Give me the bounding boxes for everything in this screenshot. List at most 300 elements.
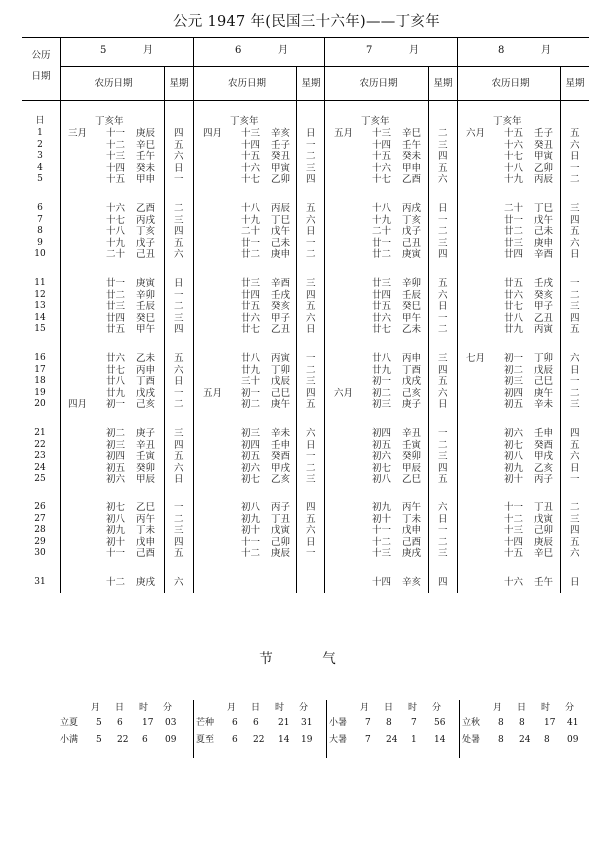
lunar-day: 十六 xyxy=(372,162,392,174)
lunar-day: 初四 xyxy=(106,451,126,462)
ganzhi: 辛亥 xyxy=(271,128,291,139)
lunar-day: 廿四 xyxy=(106,312,126,324)
day-number: 14 xyxy=(34,312,46,323)
lunar-day: 十八 xyxy=(241,203,261,214)
lunar-day: 初七 xyxy=(241,474,261,485)
weekday: 五 xyxy=(174,451,184,462)
grid-line xyxy=(22,37,589,38)
lunar-day: 初五 xyxy=(241,451,261,462)
ganzhi: 戊辰 xyxy=(271,376,291,387)
day-number: 16 xyxy=(34,353,46,363)
jieqi-value: 7 xyxy=(411,718,417,728)
weekday: 二 xyxy=(306,249,316,260)
ganzhi: 甲寅 xyxy=(271,162,291,174)
lunar-day: 廿二 xyxy=(241,249,261,260)
weekday: 一 xyxy=(570,162,580,174)
ganzhi: 癸亥 xyxy=(534,289,554,301)
lunar-day: 初五 xyxy=(106,462,126,474)
jieqi-name: 立秋 xyxy=(462,718,481,728)
jieqi-value: 19 xyxy=(301,735,313,745)
weekday: 日 xyxy=(306,439,316,451)
weekday: 四 xyxy=(174,128,184,139)
weekday: 日 xyxy=(174,278,184,289)
header-month-suffix: 月 xyxy=(143,45,153,56)
lunar-day: 廿五 xyxy=(372,301,392,312)
jieqi-value: 8 xyxy=(498,718,504,728)
ganzhi: 庚申 xyxy=(534,237,554,249)
jieqi-value: 24 xyxy=(519,735,531,745)
header-lunar-label: 农历日期 xyxy=(94,78,133,89)
jieqi-value: 14 xyxy=(278,735,290,745)
ganzhi: 庚子 xyxy=(136,428,156,439)
jieqi-value: 6 xyxy=(232,735,238,745)
weekday: 六 xyxy=(570,237,580,249)
weekday: 日 xyxy=(174,162,184,174)
lunar-day: 二十 xyxy=(106,249,126,260)
jieqi-header-cell: 日 xyxy=(115,703,125,713)
weekday: 五 xyxy=(174,548,184,559)
lunar-day: 十一 xyxy=(106,128,126,139)
lunar-day: 三十 xyxy=(241,376,261,387)
weekday: 六 xyxy=(438,502,448,513)
year-label: 丁亥年 xyxy=(493,116,522,127)
weekday: 日 xyxy=(570,249,580,260)
lunar-day: 廿二 xyxy=(372,249,392,260)
page-title: 公元 1947 年(民国三十六年)——丁亥年 xyxy=(172,14,441,30)
jieqi-value: 5 xyxy=(96,735,102,745)
jieqi-value: 21 xyxy=(278,718,290,728)
lunar-day: 二十 xyxy=(241,226,261,237)
lunar-month-marker: 六月 xyxy=(334,387,354,399)
lunar-day: 廿八 xyxy=(372,353,392,364)
lunar-day: 初一 xyxy=(372,376,392,387)
header-month-suffix: 月 xyxy=(409,45,419,56)
header-week-label: 星期 xyxy=(301,78,321,89)
ganzhi: 辛未 xyxy=(534,399,554,410)
jieqi-name: 芒种 xyxy=(196,718,215,728)
ganzhi: 戊子 xyxy=(136,237,156,249)
jieqi-value: 41 xyxy=(567,718,579,728)
weekday: 一 xyxy=(306,353,316,364)
day-number: 29 xyxy=(34,536,46,547)
weekday: 二 xyxy=(306,462,316,474)
lunar-day: 初二 xyxy=(241,399,261,410)
jieqi-value: 17 xyxy=(544,718,556,728)
weekday: 五 xyxy=(438,278,448,289)
lunar-day: 初十 xyxy=(241,525,261,536)
lunar-day: 初五 xyxy=(504,399,524,410)
lunar-day: 廿五 xyxy=(106,324,126,335)
weekday: 日 xyxy=(174,376,184,387)
jieqi-value: 17 xyxy=(142,718,154,728)
lunar-day: 十二 xyxy=(106,577,126,588)
lunar-day: 十一 xyxy=(241,536,261,548)
weekday: 三 xyxy=(438,548,448,559)
ganzhi: 辛酉 xyxy=(534,249,554,260)
lunar-day: 廿九 xyxy=(504,324,524,335)
lunar-day: 廿六 xyxy=(504,289,524,301)
weekday: 六 xyxy=(438,387,448,399)
weekday: 日 xyxy=(306,324,316,335)
year-label: 丁亥年 xyxy=(95,116,124,127)
weekday: 三 xyxy=(306,162,316,174)
lunar-day: 廿六 xyxy=(106,353,126,364)
weekday: 四 xyxy=(570,312,580,324)
weekday: 四 xyxy=(306,502,316,513)
ganzhi: 乙卯 xyxy=(271,174,291,185)
lunar-day: 初七 xyxy=(106,502,126,513)
ganzhi: 己卯 xyxy=(534,525,554,536)
lunar-day: 初八 xyxy=(372,474,392,485)
lunar-day: 廿四 xyxy=(504,249,524,260)
jieqi-header-cell: 分 xyxy=(565,703,575,713)
weekday: 五 xyxy=(570,439,580,451)
day-number: 13 xyxy=(34,301,46,311)
weekday: 五 xyxy=(570,536,580,548)
ganzhi: 乙丑 xyxy=(271,324,291,335)
ganzhi: 甲申 xyxy=(136,174,156,185)
lunar-day: 初三 xyxy=(241,428,261,439)
weekday: 一 xyxy=(438,312,448,324)
ganzhi: 壬申 xyxy=(534,428,554,439)
lunar-day: 十一 xyxy=(106,548,126,559)
ganzhi: 戊寅 xyxy=(271,525,291,536)
day-number: 6 xyxy=(37,203,43,213)
grid-line xyxy=(193,700,194,758)
weekday: 二 xyxy=(570,174,580,185)
ganzhi: 戊申 xyxy=(402,525,422,536)
weekday: 六 xyxy=(174,364,184,376)
jieqi-name: 小满 xyxy=(60,735,79,745)
lunar-month-marker: 五月 xyxy=(334,128,354,139)
day-number: 8 xyxy=(37,226,43,236)
lunar-day: 十四 xyxy=(372,577,392,588)
lunar-day: 廿九 xyxy=(372,364,392,376)
weekday: 日 xyxy=(306,226,316,237)
jieqi-header-cell: 月 xyxy=(91,703,101,713)
header-lunar-label: 农历日期 xyxy=(491,78,530,89)
weekday: 三 xyxy=(174,312,184,324)
ganzhi: 戊子 xyxy=(402,226,422,237)
ganzhi: 己巳 xyxy=(534,376,554,387)
ganzhi: 辛巳 xyxy=(402,128,422,139)
header-week-label: 星期 xyxy=(433,78,453,89)
corner-label-riqi: 日期 xyxy=(31,71,51,82)
day-number: 12 xyxy=(34,289,46,300)
jieqi-value: 6 xyxy=(253,718,259,728)
ganzhi: 戊戌 xyxy=(402,376,422,387)
jieqi-value: 09 xyxy=(567,735,579,745)
ganzhi: 壬子 xyxy=(271,139,291,151)
weekday: 四 xyxy=(174,226,184,237)
lunar-day: 廿七 xyxy=(372,324,392,335)
weekday: 一 xyxy=(306,237,316,249)
lunar-day: 十七 xyxy=(372,174,392,185)
ganzhi: 丁卯 xyxy=(271,364,291,376)
weekday: 六 xyxy=(570,451,580,462)
ganzhi: 乙未 xyxy=(136,353,156,364)
ganzhi: 戊午 xyxy=(271,226,291,237)
lunar-month-marker: 五月 xyxy=(203,387,223,399)
weekday: 一 xyxy=(306,139,316,151)
weekday: 二 xyxy=(570,502,580,513)
weekday: 二 xyxy=(438,324,448,335)
ganzhi: 甲申 xyxy=(402,162,422,174)
jieqi-header-cell: 月 xyxy=(493,703,503,713)
ganzhi: 丁未 xyxy=(136,525,156,536)
ganzhi: 庚申 xyxy=(271,249,291,260)
jieqi-header-cell: 时 xyxy=(541,703,551,713)
grid-line xyxy=(60,37,61,593)
weekday: 三 xyxy=(570,301,580,312)
ganzhi: 丙寅 xyxy=(271,353,291,364)
lunar-day: 廿八 xyxy=(241,353,261,364)
weekday: 六 xyxy=(438,289,448,301)
lunar-day: 十六 xyxy=(504,139,524,151)
weekday: 三 xyxy=(438,237,448,249)
weekday: 三 xyxy=(570,203,580,214)
ganzhi: 庚寅 xyxy=(136,278,156,289)
jieqi-header-cell: 分 xyxy=(432,703,442,713)
jieqi-header-cell: 时 xyxy=(275,703,285,713)
ganzhi: 庚辰 xyxy=(534,536,554,548)
ganzhi: 戊午 xyxy=(534,214,554,226)
lunar-day: 初二 xyxy=(504,364,524,376)
weekday: 一 xyxy=(438,214,448,226)
weekday: 五 xyxy=(570,226,580,237)
ganzhi: 癸酉 xyxy=(271,451,291,462)
lunar-day: 初六 xyxy=(241,462,261,474)
header-lunar-label: 农历日期 xyxy=(227,78,266,89)
ganzhi: 己亥 xyxy=(136,399,156,410)
jieqi-value: 31 xyxy=(301,718,313,728)
lunar-day: 十七 xyxy=(106,214,126,226)
ganzhi: 壬子 xyxy=(534,128,554,139)
weekday: 三 xyxy=(174,428,184,439)
day-number: 17 xyxy=(34,364,46,375)
ganzhi: 癸卯 xyxy=(402,451,422,462)
lunar-day: 廿四 xyxy=(372,289,392,301)
weekday: 二 xyxy=(306,151,316,162)
ganzhi: 己丑 xyxy=(402,237,422,249)
ganzhi: 癸丑 xyxy=(534,139,554,151)
ganzhi: 辛亥 xyxy=(402,577,422,588)
jieqi-header-cell: 月 xyxy=(360,703,370,713)
ganzhi: 辛丑 xyxy=(136,439,156,451)
grid-line xyxy=(428,66,429,593)
lunar-day: 初二 xyxy=(106,428,126,439)
ganzhi: 己丑 xyxy=(136,249,156,260)
lunar-day: 二十 xyxy=(504,203,524,214)
lunar-day: 十六 xyxy=(106,203,126,214)
ganzhi: 乙未 xyxy=(402,324,422,335)
jieqi-value: 24 xyxy=(386,735,398,745)
lunar-day: 廿三 xyxy=(372,278,392,289)
jieqi-name: 立夏 xyxy=(60,718,79,728)
jieqi-name: 处暑 xyxy=(462,735,481,745)
ganzhi: 癸未 xyxy=(136,162,156,174)
jieqi-value: 8 xyxy=(498,735,504,745)
lunar-day: 十四 xyxy=(241,139,261,151)
weekday: 一 xyxy=(570,278,580,289)
lunar-day: 初一 xyxy=(504,353,524,364)
day-number: 19 xyxy=(34,387,46,398)
jieqi-value: 03 xyxy=(165,718,177,728)
lunar-day: 十一 xyxy=(372,525,392,536)
lunar-day: 十八 xyxy=(372,203,392,214)
weekday: 二 xyxy=(174,513,184,525)
header-month-number: 6 xyxy=(235,45,242,56)
ganzhi: 壬寅 xyxy=(136,451,156,462)
header-week-label: 星期 xyxy=(565,78,585,89)
weekday: 五 xyxy=(306,301,316,312)
weekday: 五 xyxy=(438,162,448,174)
lunar-day: 初二 xyxy=(372,387,392,399)
day-number: 15 xyxy=(34,324,46,334)
jieqi-header-cell: 分 xyxy=(299,703,309,713)
ganzhi: 丙戌 xyxy=(402,203,422,214)
lunar-day: 十六 xyxy=(241,162,261,174)
weekday: 日 xyxy=(570,462,580,474)
lunar-day: 十五 xyxy=(241,151,261,162)
lunar-day: 十二 xyxy=(372,536,392,548)
lunar-day: 十九 xyxy=(241,214,261,226)
weekday: 一 xyxy=(174,289,184,301)
day-number: 18 xyxy=(34,376,46,386)
lunar-day: 初八 xyxy=(241,502,261,513)
ganzhi: 庚午 xyxy=(534,387,554,399)
ganzhi: 戊辰 xyxy=(534,364,554,376)
lunar-day: 廿三 xyxy=(106,301,126,312)
day-number: 20 xyxy=(34,399,46,409)
jieqi-value: 22 xyxy=(117,735,129,745)
lunar-day: 初八 xyxy=(504,451,524,462)
jieqi-name: 小暑 xyxy=(329,718,348,728)
lunar-day: 初一 xyxy=(241,387,261,399)
header-month-number: 7 xyxy=(366,45,373,56)
ganzhi: 己未 xyxy=(271,237,291,249)
weekday: 六 xyxy=(174,151,184,162)
lunar-day: 廿五 xyxy=(241,301,261,312)
weekday: 一 xyxy=(438,428,448,439)
ganzhi: 甲寅 xyxy=(534,151,554,162)
day-number: 10 xyxy=(34,249,46,259)
ganzhi: 甲戌 xyxy=(271,462,291,474)
weekday: 六 xyxy=(570,548,580,559)
lunar-day: 初八 xyxy=(106,513,126,525)
weekday: 四 xyxy=(438,249,448,260)
lunar-day: 廿九 xyxy=(241,364,261,376)
ganzhi: 庚辰 xyxy=(271,548,291,559)
weekday: 一 xyxy=(438,525,448,536)
ganzhi: 庚午 xyxy=(271,399,291,410)
ganzhi: 丁酉 xyxy=(136,376,156,387)
lunar-day: 廿一 xyxy=(241,237,261,249)
ganzhi: 丁巳 xyxy=(271,214,291,226)
lunar-month-marker: 四月 xyxy=(203,128,223,139)
day-number: 4 xyxy=(37,162,43,173)
weekday: 六 xyxy=(306,525,316,536)
weekday: 日 xyxy=(438,513,448,525)
ganzhi: 戊寅 xyxy=(534,513,554,525)
ganzhi: 丙辰 xyxy=(534,174,554,185)
weekday: 六 xyxy=(570,139,580,151)
ganzhi: 己亥 xyxy=(402,387,422,399)
weekday: 三 xyxy=(306,278,316,289)
grid-line xyxy=(164,66,165,593)
weekday: 三 xyxy=(438,139,448,151)
day-number: 25 xyxy=(34,474,46,484)
ganzhi: 壬午 xyxy=(402,139,422,151)
day-number: 9 xyxy=(37,237,43,248)
ganzhi: 乙亥 xyxy=(534,462,554,474)
ganzhi: 甲辰 xyxy=(136,474,156,485)
day-number: 5 xyxy=(37,174,43,184)
ganzhi: 癸未 xyxy=(402,151,422,162)
lunar-day: 廿八 xyxy=(504,312,524,324)
day-col-label: 日 xyxy=(35,116,45,126)
weekday: 六 xyxy=(306,214,316,226)
lunar-day: 二十 xyxy=(372,226,392,237)
ganzhi: 丙子 xyxy=(534,474,554,485)
ganzhi: 丁亥 xyxy=(402,214,422,226)
jieqi-header-cell: 日 xyxy=(517,703,527,713)
day-number: 7 xyxy=(37,214,43,225)
ganzhi: 丙子 xyxy=(271,502,291,513)
weekday: 一 xyxy=(306,548,316,559)
lunar-day: 十四 xyxy=(106,162,126,174)
ganzhi: 丁丑 xyxy=(271,513,291,525)
weekday: 二 xyxy=(438,226,448,237)
weekday: 一 xyxy=(306,451,316,462)
jieqi-header-cell: 日 xyxy=(251,703,261,713)
jieqi-value: 6 xyxy=(142,735,148,745)
weekday: 五 xyxy=(306,513,316,525)
weekday: 四 xyxy=(174,536,184,548)
weekday: 三 xyxy=(570,513,580,525)
lunar-day: 十八 xyxy=(106,226,126,237)
lunar-day: 十七 xyxy=(241,174,261,185)
ganzhi: 辛酉 xyxy=(271,278,291,289)
lunar-day: 初九 xyxy=(372,502,392,513)
lunar-day: 十三 xyxy=(106,151,126,162)
lunar-day: 十七 xyxy=(504,151,524,162)
lunar-day: 廿七 xyxy=(106,364,126,376)
weekday: 二 xyxy=(306,364,316,376)
lunar-day: 十六 xyxy=(504,577,524,588)
weekday: 日 xyxy=(306,536,316,548)
lunar-day: 初七 xyxy=(504,439,524,451)
weekday: 三 xyxy=(306,376,316,387)
lunar-day: 廿六 xyxy=(372,312,392,324)
ganzhi: 甲戌 xyxy=(534,451,554,462)
weekday: 三 xyxy=(438,353,448,364)
jieqi-value: 56 xyxy=(434,718,446,728)
jieqi-title: 节 气 xyxy=(259,651,354,667)
weekday: 四 xyxy=(438,462,448,474)
ganzhi: 壬辰 xyxy=(136,301,156,312)
ganzhi: 丙辰 xyxy=(271,203,291,214)
weekday: 一 xyxy=(174,174,184,185)
lunar-month-marker: 三月 xyxy=(68,128,88,139)
weekday: 五 xyxy=(438,474,448,485)
ganzhi: 庚戌 xyxy=(402,548,422,559)
jieqi-value: 5 xyxy=(96,718,102,728)
lunar-day: 十三 xyxy=(241,128,261,139)
lunar-day: 廿一 xyxy=(106,278,126,289)
lunar-day: 初九 xyxy=(504,462,524,474)
ganzhi: 己未 xyxy=(534,226,554,237)
